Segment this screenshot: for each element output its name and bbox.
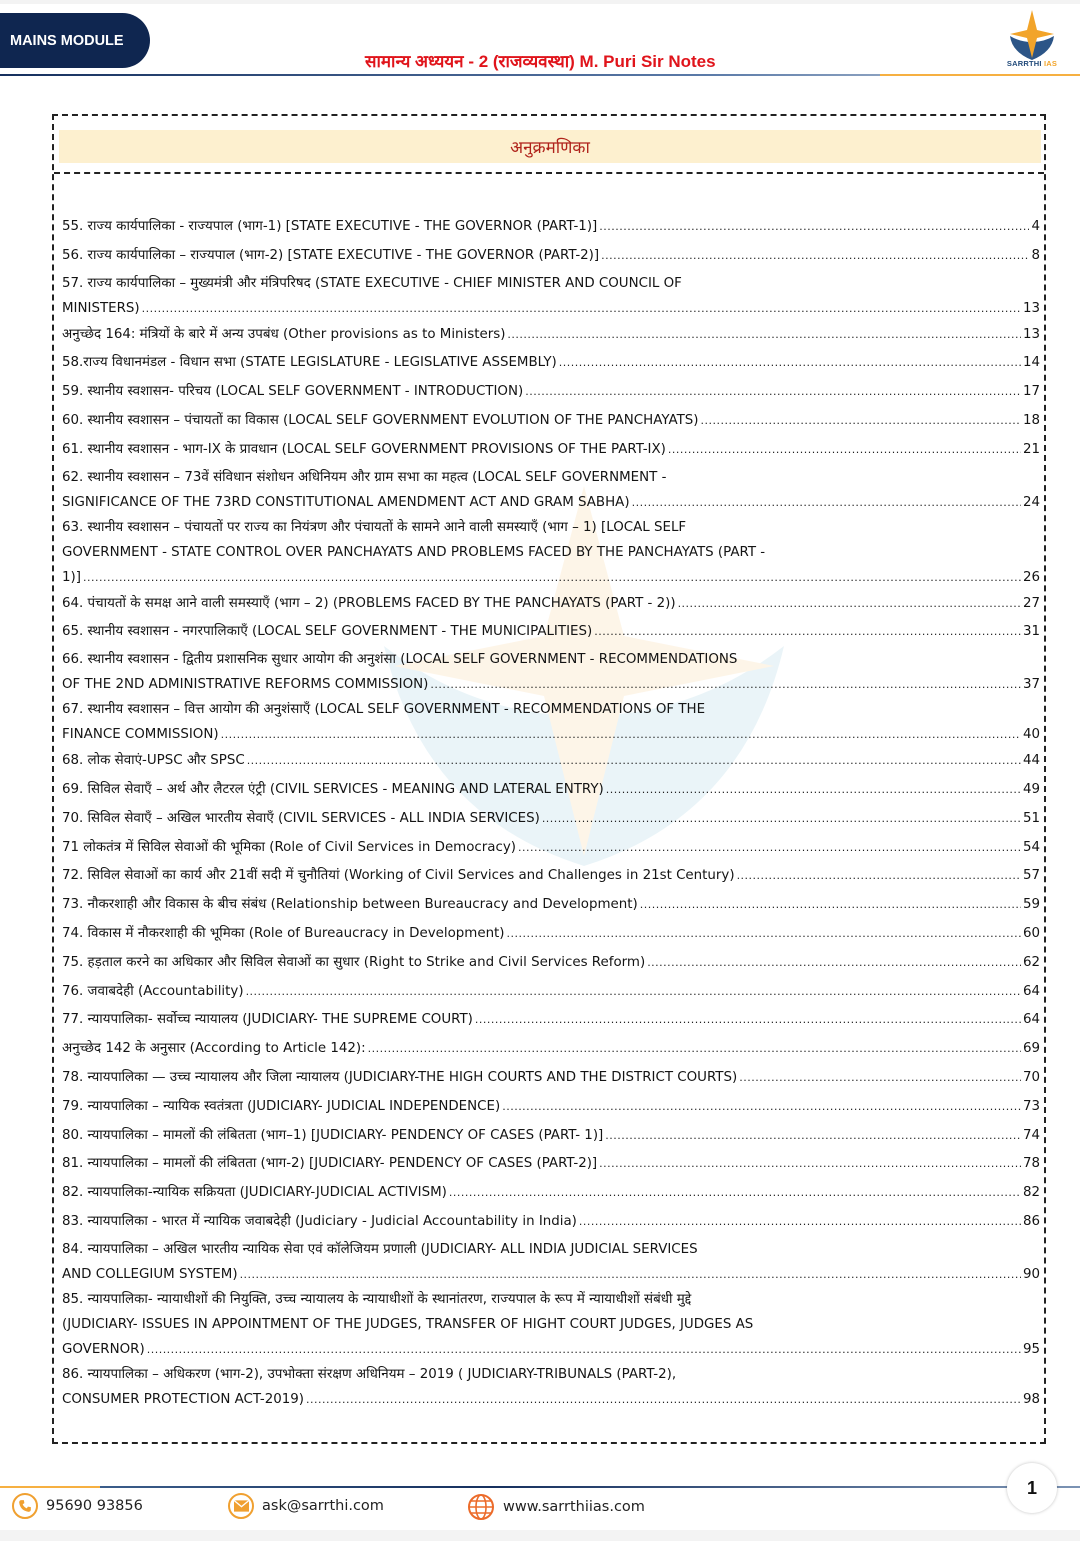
toc-entry-text: GOVERNOR): [62, 1341, 145, 1357]
toc-entry-text: 84. न्यायपालिका – अखिल भारतीय न्यायिक सेवा एवं कॉलेजियम प्रणाली (JUDICIARY- ALL INDIA JUDICIAL SERVICES: [62, 1241, 698, 1257]
toc-entry-line: [62, 672, 1040, 697]
footer-phone[interactable]: [12, 1493, 143, 1519]
toc-entry[interactable]: [62, 1287, 1040, 1362]
toc-entry-line: [62, 1150, 1040, 1179]
toc-entry[interactable]: [62, 1035, 1040, 1064]
dot-leader: [668, 436, 1021, 465]
toc-entry[interactable]: [62, 747, 1040, 776]
toc-entry-line: [62, 1064, 1040, 1093]
bottom-strip: [0, 1530, 1080, 1541]
toc-page-number: 26: [1022, 569, 1040, 585]
toc-entry-line: [62, 1035, 1040, 1064]
dot-leader: [599, 1150, 1021, 1179]
toc-page-number: 90: [1022, 1266, 1040, 1282]
dot-leader: [221, 722, 1021, 747]
toc-page-number: 37: [1022, 677, 1040, 693]
toc-page-number: 18: [1022, 412, 1040, 428]
phone-icon: [12, 1493, 38, 1519]
toc-entry-line: [62, 1179, 1040, 1208]
document-title: सामान्य अध्ययन - 2 (राजव्यवस्था) M. Puri Sir Notes: [365, 52, 716, 71]
toc-entry-line: [62, 805, 1040, 834]
dot-leader: [368, 1035, 1021, 1064]
toc-entry-text: 60. स्थानीय स्वशासन – पंचायतों का विकास (LOCAL SELF GOVERNMENT EVOLUTION OF THE PANCHAYATS): [62, 412, 699, 428]
table-of-contents: [52, 114, 1046, 1444]
toc-page-number: 4: [1031, 219, 1040, 234]
toc-entry-text: FINANCE COMMISSION): [62, 727, 219, 743]
toc-page-number: 78: [1022, 1156, 1040, 1172]
toc-entry[interactable]: [62, 378, 1040, 407]
dot-leader: [306, 1387, 1021, 1412]
website-url: www.sarrthiias.com: [503, 1499, 645, 1515]
toc-entry[interactable]: [62, 862, 1040, 891]
footer-divider: [100, 1486, 1080, 1488]
dot-leader: [502, 1093, 1021, 1122]
toc-entry[interactable]: [62, 1064, 1040, 1093]
dot-leader: [430, 672, 1021, 697]
email-address: ask@sarrthi.com: [262, 1498, 384, 1514]
toc-page-number: 17: [1022, 384, 1040, 400]
toc-entry-text: 75. हड़ताल करने का अधिकार और सिविल सेवाओं का सुधार (Right to Strike and Civil Services Reform): [62, 954, 646, 970]
toc-entry-text: अनुच्छेद 142 के अनुसार (According to Article 142):: [62, 1041, 366, 1057]
toc-entry-line: [62, 862, 1040, 891]
toc-page-number: 60: [1022, 925, 1040, 941]
top-strip: [0, 0, 1080, 4]
toc-entry-text: 58.राज्य विधानमंडल - विधान सभा (STATE LEGISLATURE - LEGISLATIVE ASSEMBLY): [62, 355, 557, 371]
dot-leader: [246, 978, 1021, 1007]
toc-entry[interactable]: [62, 920, 1040, 949]
toc-entry[interactable]: [62, 436, 1040, 465]
toc-entry-text: 73. नौकरशाही और विकास के बीच संबंध (Relationship between Bureaucracy and Development): [62, 897, 638, 913]
toc-entry-line: [62, 747, 1040, 776]
toc-entry-text: 55. राज्य कार्यपालिका - राज्यपाल (भाग-1) [STATE EXECUTIVE - THE GOVERNOR (PART-1)]: [62, 219, 598, 234]
toc-entry-text: 83. न्यायपालिका - भारत में न्यायिक जवाबदेही (Judiciary - Judicial Accountability in India): [62, 1213, 577, 1229]
toc-entry-line: [62, 565, 1040, 590]
toc-entry-text: 56. राज्य कार्यपालिका – राज्यपाल (भाग-2) [STATE EXECUTIVE - THE GOVERNOR (PART-2)]: [62, 247, 600, 263]
dot-leader: [737, 862, 1021, 891]
dot-leader: [599, 213, 1029, 242]
toc-heading: अनुक्रमणिका: [59, 130, 1041, 163]
dot-leader: [579, 1208, 1021, 1237]
dot-leader: [678, 590, 1021, 619]
toc-page-number: 49: [1022, 781, 1040, 797]
toc-entry[interactable]: [62, 515, 1040, 590]
toc-page-number: 82: [1022, 1185, 1040, 1201]
footer-website[interactable]: [467, 1493, 645, 1521]
toc-entry-text: 62. स्थानीय स्वशासन – 73वें संविधान संशोधन अधिनियम और ग्राम सभा का महत्व (LOCAL SELF GOVERNMENT -: [62, 469, 667, 485]
toc-entry-line: [62, 834, 1040, 863]
toc-page-number: 64: [1022, 1012, 1040, 1028]
mains-module-badge: MAINS MODULE: [0, 13, 150, 68]
toc-entry-line: [62, 436, 1040, 465]
toc-entry-line: [62, 891, 1040, 920]
toc-entry[interactable]: [62, 590, 1040, 619]
toc-entry[interactable]: [62, 1093, 1040, 1122]
toc-entry-text: OF THE 2ND ADMINISTRATIVE REFORMS COMMISSION): [62, 677, 429, 693]
toc-page-number: 27: [1022, 595, 1040, 611]
dot-leader: [240, 1262, 1021, 1287]
toc-entry-line: [62, 1262, 1040, 1287]
header-divider: [0, 74, 880, 76]
toc-entry[interactable]: [62, 805, 1040, 834]
toc-entry-line: [62, 213, 1040, 242]
toc-entry-line: [62, 590, 1040, 619]
toc-entry[interactable]: [62, 834, 1040, 863]
toc-entry-text: 66. स्थानीय स्वशासन - द्वितीय प्रशासनिक सुधार आयोग की अनुशंसा (LOCAL SELF GOVERNMENT - RECOMMENDATIONS: [62, 652, 738, 668]
toc-entry-line: [62, 1093, 1040, 1122]
toc-page-number: 51: [1022, 810, 1040, 826]
toc-page-number: 57: [1022, 868, 1040, 884]
toc-entry-line: [62, 920, 1040, 949]
toc-entry-line: [62, 1337, 1040, 1362]
toc-entry-line: [62, 378, 1040, 407]
toc-entry-text: 85. न्यायपालिका- न्यायाधीशों की नियुक्ति, उच्च न्यायालय के न्यायाधीशों के स्थानांतरण, राज्यपाल के रूप में न्यायाधीशों संबंधी मुद्दे: [62, 1291, 692, 1307]
toc-entry-line: [62, 296, 1040, 321]
toc-heading-separator: [54, 172, 1044, 174]
toc-entry-text: 71 लोकतंत्र में सिविल सेवाओं की भूमिका (Role of Civil Services in Democracy): [62, 839, 516, 855]
dot-leader: [739, 1064, 1021, 1093]
dot-leader: [647, 949, 1021, 978]
toc-page-number: 62: [1022, 954, 1040, 970]
toc-page-number: 54: [1022, 839, 1040, 855]
toc-entry-line: [62, 1208, 1040, 1237]
toc-entry-line: [62, 1006, 1040, 1035]
toc-entry[interactable]: [62, 465, 1040, 515]
toc-entry[interactable]: [62, 1150, 1040, 1179]
globe-icon: [467, 1493, 495, 1521]
toc-page-number: 59: [1022, 897, 1040, 913]
toc-entry-text: 59. स्थानीय स्वशासन- परिचय (LOCAL SELF GOVERNMENT - INTRODUCTION): [62, 384, 524, 400]
toc-entry-text: 77. न्यायपालिका- सर्वोच्च न्यायालय (JUDICIARY- THE SUPREME COURT): [62, 1012, 473, 1028]
toc-entry-text: CONSUMER PROTECTION ACT-2019): [62, 1391, 304, 1407]
phone-number: 95690 93856: [46, 1498, 143, 1514]
toc-entry[interactable]: [62, 891, 1040, 920]
toc-entry-line: [62, 407, 1040, 436]
toc-entry-line: [62, 1122, 1040, 1151]
toc-entry[interactable]: [62, 978, 1040, 1007]
dot-leader: [475, 1006, 1021, 1035]
toc-entry-line: [62, 978, 1040, 1007]
toc-entry-text: AND COLLEGIUM SYSTEM): [62, 1266, 238, 1282]
toc-entry-text: 81. न्यायपालिका – मामलों की लंबितता (भाग-2) [JUDICIARY- PENDENCY OF CASES (PART-2)]: [62, 1156, 598, 1172]
toc-entry-text: 67. स्थानीय स्वशासन – वित्त आयोग की अनुशंसाएँ (LOCAL SELF GOVERNMENT - RECOMMENDATIONS OF THE: [62, 702, 706, 718]
toc-entry-text: 69. सिविल सेवाएँ – अर्थ और लैटरल एंट्री (CIVIL SERVICES - MEANING AND LATERAL ENTRY): [62, 781, 604, 797]
toc-page-number: 40: [1022, 727, 1040, 743]
toc-entry-text: 64. पंचायतों के समक्ष आने वाली समस्याएँ (भाग – 2) (PROBLEMS FACED BY THE PANCHAYATS (PART - 2)): [62, 595, 676, 611]
dot-leader: [525, 378, 1021, 407]
toc-entry-line: [62, 490, 1040, 515]
toc-page-number: 98: [1022, 1391, 1040, 1407]
toc-entry[interactable]: [62, 697, 1040, 747]
toc-entry-text: 82. न्यायपालिका-न्यायिक सक्रियता (JUDICIARY-JUDICIAL ACTIVISM): [62, 1185, 447, 1201]
envelope-icon: [228, 1493, 254, 1519]
logo-text-ias: IAS: [1043, 59, 1058, 68]
toc-entry-line: [62, 722, 1040, 747]
toc-entry-text: 61. स्थानीय स्वशासन - भाग-IX के प्रावधान (LOCAL SELF GOVERNMENT PROVISIONS OF THE PART-IX): [62, 441, 666, 457]
toc-entry-text: GOVERNMENT - STATE CONTROL OVER PANCHAYATS AND PROBLEMS FACED BY THE PANCHAYATS (PART -: [62, 544, 766, 560]
toc-entry-text: 68. लोक सेवाएं-UPSC और SPSC: [62, 753, 245, 769]
toc-entry-text: 65. स्थानीय स्वशासन - नगरपालिकाएँ (LOCAL SELF GOVERNMENT - THE MUNICIPALITIES): [62, 624, 593, 640]
toc-entry[interactable]: [62, 349, 1040, 378]
toc-entry-text: 57. राज्य कार्यपालिका – मुख्यमंत्री और मंत्रिपरिषद (STATE EXECUTIVE - CHIEF MINISTER AND COUNCIL OF: [62, 275, 682, 291]
toc-entry[interactable]: [62, 618, 1040, 647]
dot-leader: [605, 1122, 1021, 1151]
toc-entry-text: 79. न्यायपालिका – न्यायिक स्वतंत्रता (JUDICIARY- JUDICIAL INDEPENDENCE): [62, 1098, 501, 1114]
logo-text-sarrthi: SARRTHI: [1006, 59, 1042, 68]
toc-entry-text: MINISTERS): [62, 300, 140, 316]
toc-entry-text: 76. जवाबदेही (Accountability): [62, 983, 244, 999]
toc-entry-text: 63. स्थानीय स्वशासन – पंचायतों पर राज्य का नियंत्रण और पंचायतों के सामने आने वाली समस्याएँ (भाग – 1) [LOCAL SELF: [62, 519, 687, 535]
toc-page-number: 64: [1022, 983, 1040, 999]
toc-page-number: 24: [1022, 494, 1040, 510]
dot-leader: [507, 321, 1021, 350]
footer-divider-accent: [0, 1486, 100, 1488]
toc-entry[interactable]: [62, 271, 1040, 321]
toc-entry-text: 72. सिविल सेवाओं का कार्य और 21वीं सदी में चुनौतियां (Working of Civil Services and Challenges in 21st Century): [62, 868, 735, 884]
dot-leader: [247, 747, 1021, 776]
toc-page-number: 86: [1022, 1213, 1040, 1229]
toc-entry[interactable]: [62, 1237, 1040, 1287]
dot-leader: [559, 349, 1021, 378]
toc-entry[interactable]: [62, 776, 1040, 805]
toc-page-number: 8: [1031, 247, 1040, 263]
toc-page-number: 74: [1022, 1127, 1040, 1143]
toc-entry-line: [62, 1387, 1040, 1412]
dot-leader: [449, 1179, 1021, 1208]
dot-leader: [507, 920, 1021, 949]
dot-leader: [518, 834, 1021, 863]
toc-page-number: 21: [1022, 441, 1040, 457]
toc-list: [62, 213, 1040, 1412]
toc-entry[interactable]: [62, 1362, 1040, 1412]
toc-entry-text: 78. न्यायपालिका — उच्च न्यायालय और जिला न्यायालय (JUDICIARY-THE HIGH COURTS AND THE DISTRICT COURTS): [62, 1069, 738, 1085]
dot-leader: [632, 490, 1021, 515]
dot-leader: [606, 776, 1021, 805]
toc-entry-text: 74. विकास में नौकरशाही की भूमिका (Role of Bureaucracy in Development): [62, 925, 505, 941]
toc-entry-text: (JUDICIARY- ISSUES IN APPOINTMENT OF THE JUDGES, TRANSFER OF HIGHT COURT JUDGES, JUDGES AS: [62, 1316, 754, 1332]
toc-entry-line: [62, 242, 1040, 271]
toc-entry[interactable]: [62, 1208, 1040, 1237]
toc-entry-text: 86. न्यायपालिका – अधिकरण (भाग-2), उपभोक्ता संरक्षण अधिनियम – 2019 ( JUDICIARY-TRIBUNALS (PART-2),: [62, 1366, 677, 1382]
toc-page-number: 69: [1022, 1041, 1040, 1057]
toc-entry-text: SIGNIFICANCE OF THE 73RD CONSTITUTIONAL AMENDMENT ACT AND GRAM SABHA): [62, 494, 630, 510]
toc-entry-text: 1)]: [62, 569, 81, 585]
toc-entry-text: 80. न्यायपालिका – मामलों की लंबितता (भाग–1) [JUDICIARY- PENDENCY OF CASES (PART- 1)]: [62, 1127, 604, 1143]
page-number: 1: [1007, 1463, 1057, 1513]
toc-page-number: 70: [1022, 1069, 1040, 1085]
toc-entry[interactable]: [62, 647, 1040, 697]
toc-page-number: 13: [1022, 326, 1040, 342]
footer-email[interactable]: [228, 1493, 384, 1519]
toc-entry-line: [62, 349, 1040, 378]
logo-wordmark: [1000, 59, 1064, 68]
toc-entry-text: 70. सिविल सेवाएँ – अखिल भारतीय सेवाएँ (CIVIL SERVICES - ALL INDIA SERVICES): [62, 810, 540, 826]
toc-entry[interactable]: [62, 1006, 1040, 1035]
dot-leader: [83, 565, 1021, 590]
toc-entry-line: [62, 949, 1040, 978]
toc-entry[interactable]: [62, 242, 1040, 271]
toc-entry[interactable]: [62, 1122, 1040, 1151]
toc-entry[interactable]: [62, 321, 1040, 350]
toc-page-number: 14: [1022, 355, 1040, 371]
header-divider-accent: [880, 74, 1080, 76]
dot-leader: [601, 242, 1029, 271]
toc-page-number: 31: [1022, 624, 1040, 640]
toc-entry-text: अनुच्छेद 164: मंत्रियों के बारे में अन्य उपबंध (Other provisions as to Ministers): [62, 326, 506, 342]
toc-entry[interactable]: [62, 213, 1040, 242]
dot-leader: [594, 618, 1021, 647]
toc-entry[interactable]: [62, 1179, 1040, 1208]
toc-entry-line: [62, 776, 1040, 805]
toc-page-number: 13: [1022, 300, 1040, 316]
toc-page-number: 95: [1022, 1341, 1040, 1357]
dot-leader: [701, 407, 1021, 436]
dot-leader: [640, 891, 1021, 920]
dot-leader: [542, 805, 1021, 834]
toc-entry-line: [62, 321, 1040, 350]
toc-entry-line: [62, 618, 1040, 647]
dot-leader: [147, 1337, 1021, 1362]
toc-page-number: 73: [1022, 1098, 1040, 1114]
toc-page-number: 44: [1022, 753, 1040, 769]
toc-entry[interactable]: [62, 407, 1040, 436]
dot-leader: [142, 296, 1021, 321]
toc-entry[interactable]: [62, 949, 1040, 978]
